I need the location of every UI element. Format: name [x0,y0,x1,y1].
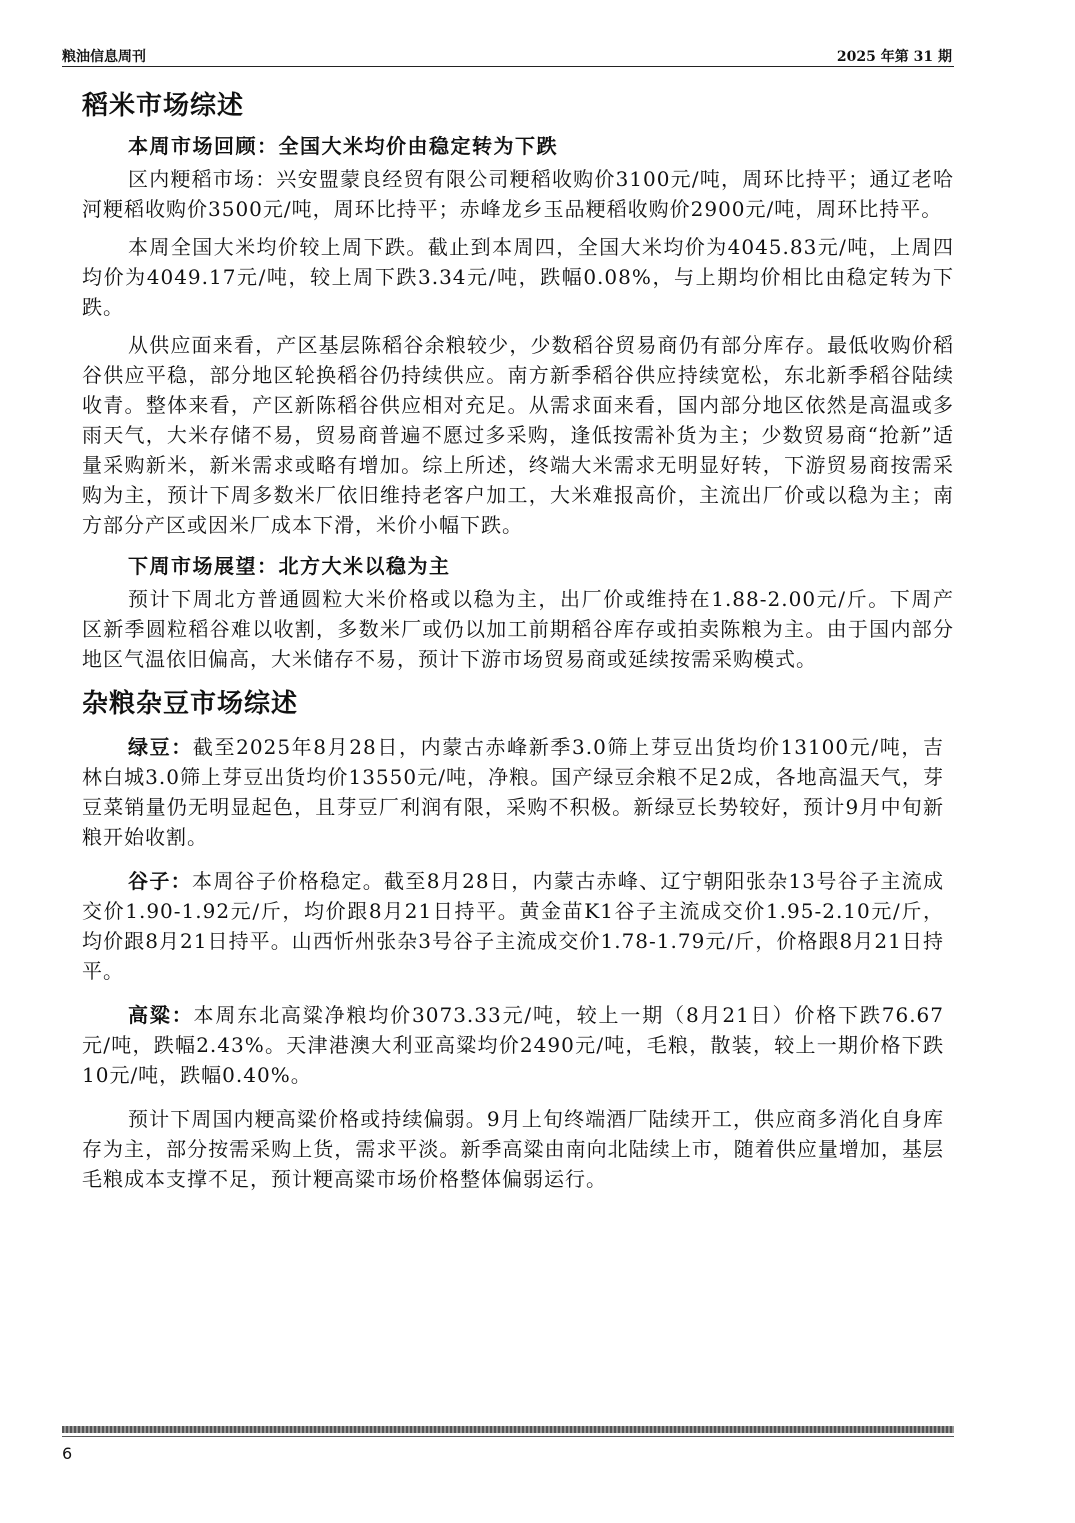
sorghum-paragraph [82,1000,954,1090]
grains-section [82,682,954,1194]
sorghum-label: 高粱： [128,1003,194,1027]
rice-section [82,84,954,674]
rice-paragraph-4: 预计下周北方普通圆粒大米价格或以稳为主，出厂价或维持在1.88-2.00元/斤。下周产区新季圆粒稻谷难以收割，多数米厂或仍以加工前期稻谷库存或拍卖陈粮为主。由于国内部分地区气温依旧偏高，大米储存不易，预计下游市场贸易商或延续按需采购模式。 [82,587,954,671]
page-header [62,44,952,66]
sorghum-text: 本周东北高粱净粮均价3073.33元/吨，较上一期（8月21日）价格下跌76.67元/吨，跌幅2.43%。天津港澳大利亚高粱均价2490元/吨，毛粮，散装，较上一期价格下跌10元/吨，跌幅0.40%。 [82,1003,945,1087]
publication-name: 粮油信息周刊 [62,49,146,65]
millet-paragraph [82,866,954,986]
rice-outlook-heading: 下周市场展望：北方大米以稳为主 [128,554,451,578]
rice-section-title: 稻米市场综述 [82,91,245,121]
mungbean-paragraph [82,732,954,852]
mungbean-text: 截至2025年8月28日，内蒙古赤峰新季3.0筛上芽豆出货均价13100元/吨，吉林白城3.0筛上芽豆出货均价13550元/吨，净粮。国产绿豆余粮不足2成，各地高温天气，芽豆菜销量仍无明显起色，且芽豆厂利润有限，采购不积极。新绿豆长势较好，预计9月中旬新粮开始收割。 [82,735,944,849]
footer-rule-thin [62,1436,954,1437]
mungbean-label: 绿豆： [128,735,193,759]
article-body [82,84,954,1208]
millet-text: 本周谷子价格稳定。截至8月28日，内蒙古赤峰、辽宁朝阳张杂13号谷子主流成交价1.90-1.92元/斤，均价跟8月21日持平。黄金苗K1谷子主流成交价1.95-2.10元/斤，均价跟8月21日持平。山西忻州张杂3号谷子主流成交价1.78-1.79元/斤，价格跟8月21日持平。 [82,869,945,983]
sorghum-outlook-paragraph: 预计下周国内粳高粱价格或持续偏弱。9月上旬终端酒厂陆续开工，供应商多消化自身库存为主，部分按需采购上货，需求平淡。新季高粱由南向北陆续上市，随着供应量增加，基层毛粮成本支撑不足，预计粳高粱市场价格整体偏弱运行。 [82,1107,944,1191]
rice-paragraph-2: 本周全国大米均价较上周下跌。截止到本周四，全国大米均价为4045.83元/吨，上周四均价为4049.17元/吨，较上周下跌3.34元/吨，跌幅0.08%，与上期均价相比由稳定转为下跌。 [82,235,954,319]
millet-label: 谷子： [128,869,193,893]
rice-paragraph-1: 区内粳稻市场：兴安盟蒙良经贸有限公司粳稻收购价3100元/吨，周环比持平；通辽老哈河粳稻收购价3500元/吨，周环比持平；赤峰龙乡玉品粳稻收购价2900元/吨，周环比持平。 [82,167,954,221]
rice-paragraph-3: 从供应面来看，产区基层陈稻谷余粮较少，少数稻谷贸易商仍有部分库存。最低收购价稻谷供应平稳，部分地区轮换稻谷仍持续供应。南方新季稻谷供应持续宽松，东北新季稻谷陆续收青。整体来看，产区新陈稻谷供应相对充足。从需求面来看，国内部分地区依然是高温或多雨天气，大米存储不易，贸易商普遍不愿过多采购，逢低按需补货为主；少数贸易商“抢新”适量采购新米，新米需求或略有增加。综上所述，终端大米需求无明显好转，下游贸易商按需采购为主，预计下周多数米厂依旧维持老客户加工，大米难报高价，主流出厂价或以稳为主；南方部分产区或因米厂成本下滑，米价小幅下跌。 [82,333,954,537]
page-number: 6 [62,1444,73,1463]
rice-review-heading: 本周市场回顾：全国大米均价由稳定转为下跌 [128,134,558,158]
header-rule [62,66,954,67]
grains-section-title: 杂粮杂豆市场综述 [82,689,299,719]
footer-rule [62,1426,954,1433]
issue-number: 2025 年第 31 期 [836,49,952,65]
